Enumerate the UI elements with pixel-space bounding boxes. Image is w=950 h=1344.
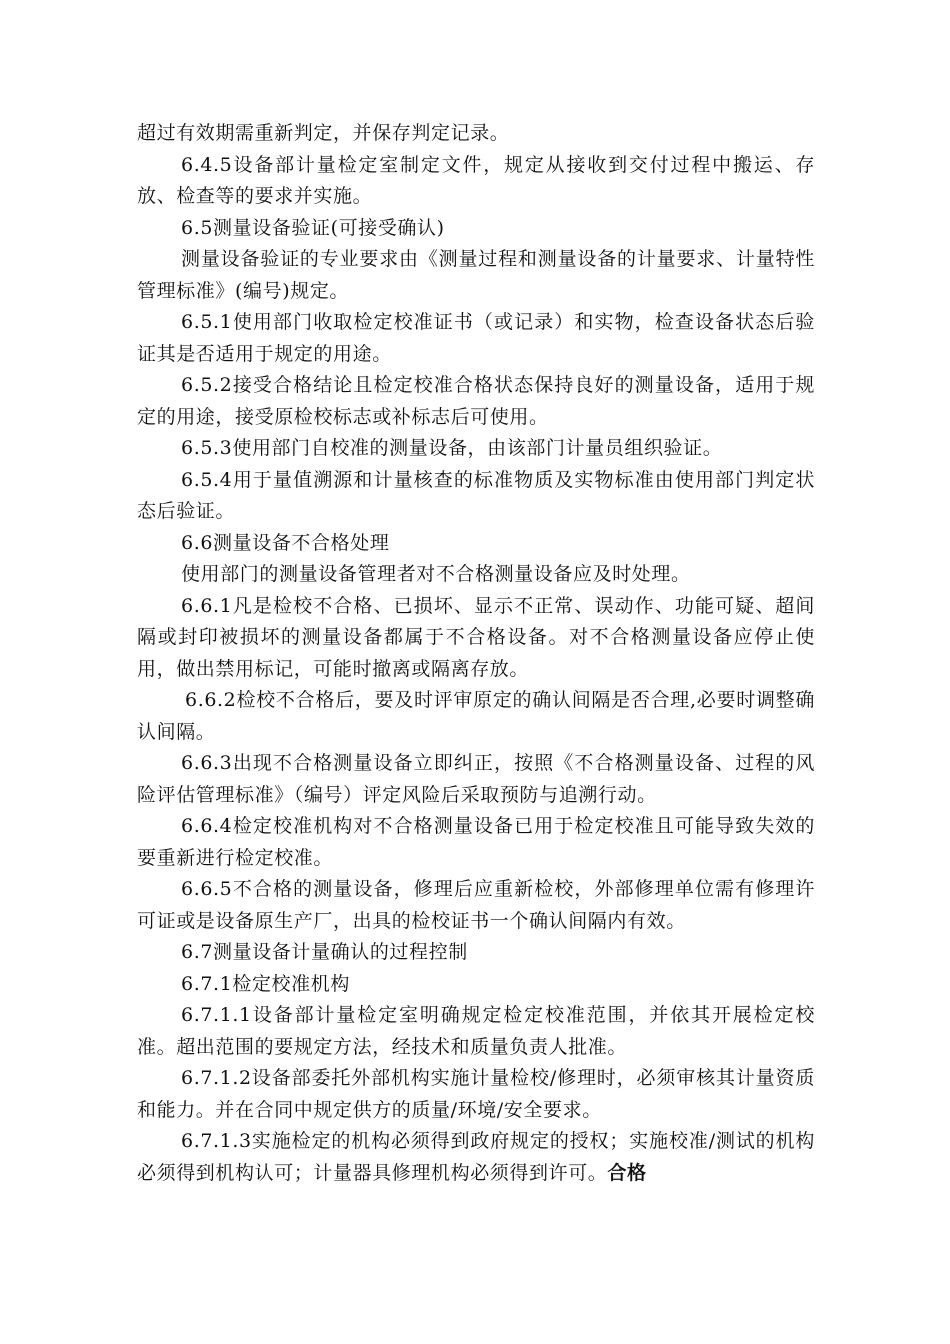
paragraph: 6.5.2接受合格结论且检定校准合格状态保持良好的测量设备，适用于规定的用途，接受原检校标志或补标志后可使用。 bbox=[137, 374, 815, 428]
paragraph: 6.6.4检定校准机构对不合格测量设备已用于检定校准且可能导致失效的要重新进行检定校准。 bbox=[137, 815, 815, 869]
section-heading: 6.6测量设备不合格处理 bbox=[181, 531, 390, 554]
bold-tail-text: 合格 bbox=[607, 1161, 647, 1184]
paragraph: 6.5.1使用部门收取检定校准证书（或记录）和实物，检查设备状态后验证其是否适用于规定的用途。 bbox=[137, 311, 815, 365]
section-heading: 6.7测量设备计量确认的过程控制 bbox=[181, 941, 468, 963]
subsection-heading: 6.7.1检定校准机构 bbox=[181, 972, 350, 995]
paragraph: 6.6.5不合格的测量设备，修理后应重新检校，外部修理单位需有修理许可证或是设备原生产厂，出具的检校证书一个确认间隔内有效。 bbox=[137, 878, 815, 932]
paragraph-text: 6.7.1.3实施检定的机构必须得到政府规定的授权；实施校准/测试的机构必须得到机构认可；计量器具修理机构必须得到许可。 bbox=[137, 1130, 815, 1184]
paragraph: 6.7.1.1设备部计量检定室明确规定检定校准范围，并依其开展检定校准。超出范围的要规定方法，经技术和质量负责人批准。 bbox=[137, 1004, 815, 1058]
paragraph: 6.4.5设备部计量检定室制定文件，规定从接收到交付过程中搬运、存放、检查等的要求并实施。 bbox=[137, 153, 815, 207]
paragraph-last bbox=[137, 1126, 815, 1189]
paragraph: 测量设备验证的专业要求由《测量过程和测量设备的计量要求、计量特性管理标准》(编号)规定。 bbox=[137, 248, 815, 302]
paragraph: 6.7.1.2设备部委托外部机构实施计量检校/修理时，必须审核其计量资质和能力。并在合同中规定供方的质量/环境/安全要求。 bbox=[137, 1067, 815, 1121]
paragraph: 6.5.3使用部门自校准的测量设备，由该部门计量员组织验证。 bbox=[181, 437, 723, 459]
paragraph: 6.6.3出现不合格测量设备立即纠正，按照《不合格测量设备、过程的风险评估管理标准》（编号）评定风险后采取预防与追溯行动。 bbox=[137, 752, 815, 806]
paragraph: 使用部门的测量设备管理者对不合格测量设备应及时处理。 bbox=[181, 563, 691, 585]
paragraph: 6.6.2检校不合格后，要及时评审原定的确认间隔是否合理,必要时调整确认间隔。 bbox=[137, 689, 815, 743]
paragraph: 6.6.1凡是检校不合格、已损坏、显示不正常、误动作、功能可疑、超间隔或封印被损坏的测量设备都属于不合格设备。对不合格测量设备应停止使用，做出禁用标记，可能时撤离或隔离存放。 bbox=[137, 594, 815, 680]
section-heading: 6.5测量设备验证(可接受确认) bbox=[181, 216, 445, 239]
body-text bbox=[137, 118, 815, 1189]
paragraph: 超过有效期需重新判定，并保存判定记录。 bbox=[137, 122, 510, 144]
paragraph: 6.5.4用于量值溯源和计量核查的标准物质及实物标准由使用部门判定状态后验证。 bbox=[137, 468, 815, 522]
